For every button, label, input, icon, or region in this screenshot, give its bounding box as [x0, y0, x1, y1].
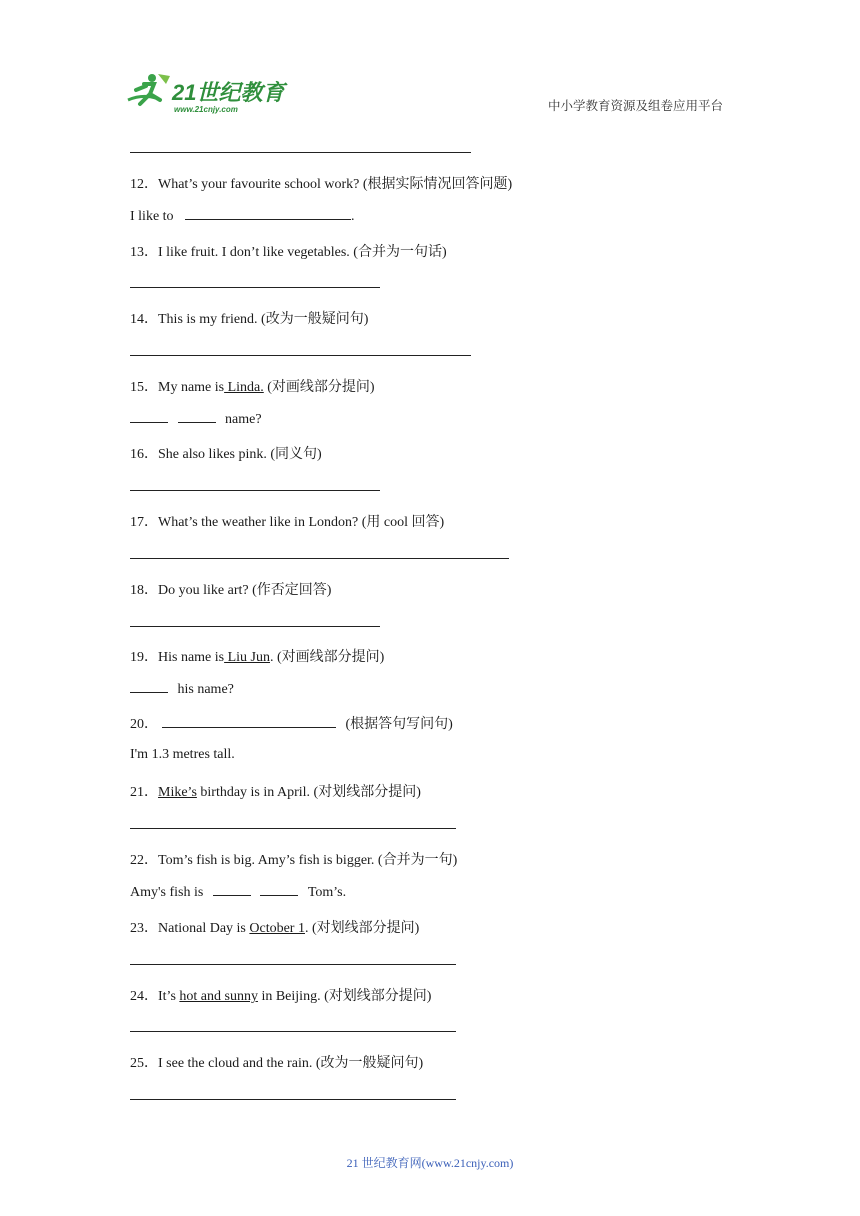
blank[interactable] [260, 883, 298, 896]
answer-suffix: his name? [177, 682, 234, 697]
answer-line[interactable] [130, 558, 509, 559]
question-instruction: in Beijing. (对划线部分提问) [257, 989, 432, 1004]
question-16: 16．She also likes pink. (同义句) [130, 447, 322, 462]
question-25: 25．I see the cloud and the rain. (改为一般疑问句) [130, 1056, 424, 1071]
answer-line[interactable] [130, 964, 456, 965]
blank[interactable] [130, 410, 168, 423]
answer-line[interactable] [130, 152, 471, 153]
answer-suffix: name? [225, 412, 262, 427]
question-instruction: (根据答句写问句) [345, 717, 453, 732]
answer-20: I'm 1.3 metres tall. [130, 747, 235, 762]
footer-text: 21 世纪教育网(www.21cnjy.com) [346, 1156, 514, 1170]
question-22: 22．Tom’s fish is big. Amy’s fish is bigger. (合并为一句) [130, 853, 458, 868]
underlined-text: Linda. [224, 380, 264, 395]
answer-line[interactable] [130, 490, 380, 491]
question-20 [130, 713, 453, 733]
question-14: 14．This is my friend. (改为一般疑问句) [130, 312, 369, 327]
question-text: 19．His name is [130, 650, 225, 665]
answer-prefix: I like to [130, 209, 174, 224]
question-number: 21． [130, 785, 158, 800]
question-12: 12．What’s your favourite school work? (根据实际情况回答问题) [130, 177, 513, 192]
underlined-text: October 1 [249, 921, 305, 936]
question-17: 17．What’s the weather like in London? (用 cool 回答) [130, 515, 445, 530]
question-21 [130, 781, 421, 801]
question-text: 15．My name is [130, 380, 225, 395]
logo-title: 21世纪教育 [172, 80, 285, 105]
question-instruction: (对画线部分提问) [263, 380, 375, 395]
question-13: 13．I like fruit. I don’t like vegetables. (合并为一句话) [130, 245, 447, 260]
question-instruction: . (对画线部分提问) [270, 650, 385, 665]
blank[interactable] [185, 207, 351, 220]
blank[interactable] [213, 883, 251, 896]
underlined-text: hot and sunny [179, 989, 258, 1004]
answer-line[interactable] [130, 1031, 456, 1032]
answer-22 [130, 883, 346, 901]
answer-12 [130, 207, 355, 225]
question-text: 24．It’s [130, 989, 180, 1004]
question-instruction: . (对划线部分提问) [304, 921, 420, 936]
blank[interactable] [130, 680, 168, 693]
underlined-text: Liu Jun [224, 650, 270, 665]
question-text: 23．National Day is [130, 921, 250, 936]
blank[interactable] [162, 715, 336, 728]
blank[interactable] [178, 410, 216, 423]
question-19 [130, 646, 384, 666]
answer-suffix: . [351, 209, 355, 224]
underlined-text: Mike’s [158, 785, 197, 800]
question-24 [130, 985, 431, 1005]
question-instruction: birthday is in April. (对划线部分提问) [196, 785, 421, 800]
answer-line[interactable] [130, 287, 380, 288]
answer-line[interactable] [130, 1099, 456, 1100]
question-number: 20． [130, 717, 158, 732]
answer-19 [130, 680, 234, 698]
answer-suffix: Tom’s. [307, 885, 347, 900]
header-platform-text: 中小学教育资源及组卷应用平台 [548, 99, 724, 113]
runner-logo-icon [122, 70, 292, 118]
answer-line[interactable] [130, 828, 456, 829]
question-15 [130, 376, 375, 396]
answer-line[interactable] [130, 626, 380, 627]
answer-15 [130, 410, 262, 428]
question-18: 18．Do you like art? (作否定回答) [130, 583, 332, 598]
question-23 [130, 917, 419, 937]
answer-line[interactable] [130, 355, 471, 356]
logo [122, 70, 292, 118]
answer-prefix: Amy's fish is [130, 885, 204, 900]
logo-url: www.21cnjy.com [174, 105, 238, 114]
